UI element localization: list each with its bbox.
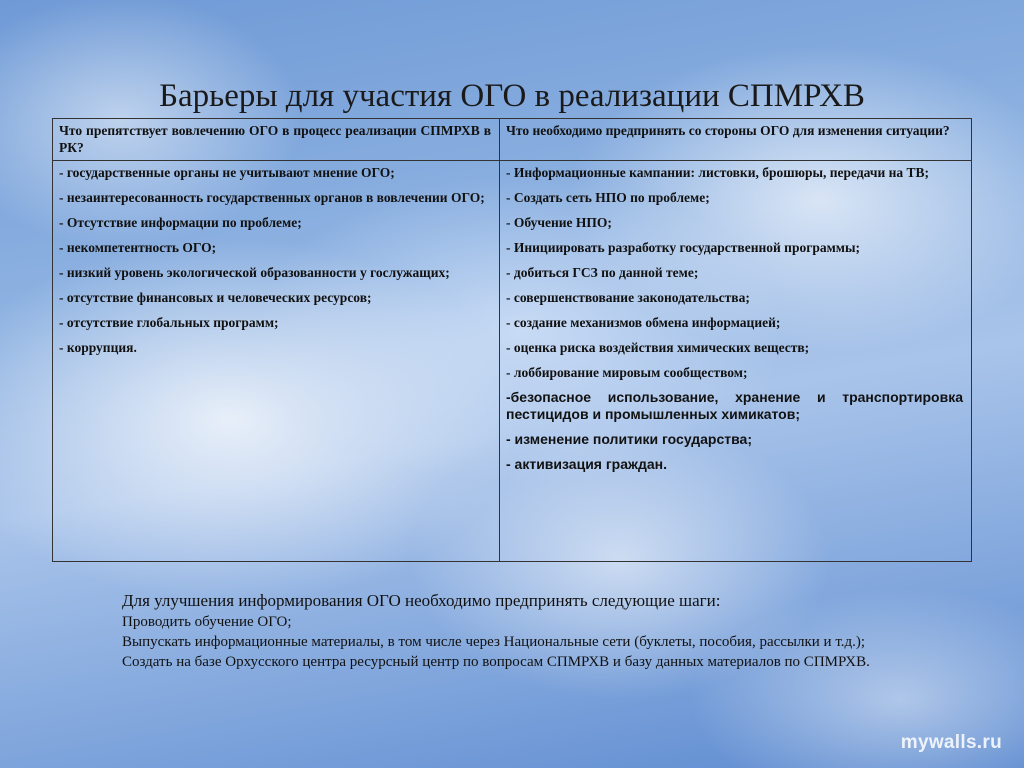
list-item: - отсутствие глобальных программ; <box>59 315 279 330</box>
list-item: - низкий уровень экологической образованности у гослужащих; <box>59 265 450 280</box>
list-item: -безопасное использование, хранение и транспортировка пестицидов и промышленных химикатов; <box>506 389 963 422</box>
list-item: - оценка риска воздействия химических веществ; <box>506 340 810 355</box>
table-header-actions <box>500 119 971 161</box>
list-item: - отсутствие финансовых и человеческих ресурсов; <box>59 290 372 305</box>
list-item: - Отсутствие информации по проблеме; <box>59 215 302 230</box>
barriers-table <box>52 118 972 562</box>
slide-title: Барьеры для участия ОГО в реализации СПМРХВ <box>159 78 865 114</box>
list-item: - изменение политики государства; <box>506 431 752 447</box>
barriers-list <box>53 161 500 561</box>
list-item: - лоббирование мировым сообществом; <box>506 365 748 380</box>
header-text: Что необходимо предпринять со стороны ОГО для изменения ситуации? <box>506 123 950 138</box>
watermark-logo: mywalls.ru <box>900 732 1002 753</box>
actions-list <box>500 161 971 561</box>
list-item: - добиться ГСЗ по данной теме; <box>506 265 699 280</box>
list-item: - Инициировать разработку государственной программы; <box>506 240 861 255</box>
list-item: - совершенствование законодательства; <box>506 290 750 305</box>
header-text: Что препятствует вовлечению ОГО в процесс реализации СПМРХВ в РК? <box>59 123 491 155</box>
list-item: - некомпетентность ОГО; <box>59 240 217 255</box>
steps-block <box>122 590 902 672</box>
list-item: - коррупция. <box>59 340 137 355</box>
list-item: - создание механизмов обмена информацией; <box>506 315 781 330</box>
step-item: Создать на базе Орхусского центра ресурсный центр по вопросам СПМРХВ и базу данных материалов по СПМРХВ. <box>122 654 870 670</box>
step-item: Проводить обучение ОГО; <box>122 614 292 630</box>
list-item: - государственные органы не учитывают мнение ОГО; <box>59 165 395 180</box>
list-item: - Обучение НПО; <box>506 215 612 230</box>
list-item: - незаинтересованность государственных органов в вовлечении ОГО; <box>59 190 485 205</box>
steps-lead: Для улучшения информирования ОГО необходимо предпринять следующие шаги: <box>122 591 721 610</box>
step-item: Выпускать информационные материалы, в том числе через Национальные сети (буклеты, пособия, рассылки и т.д.); <box>122 634 866 650</box>
table-header-barriers <box>53 119 500 161</box>
list-item: - активизация граждан. <box>506 456 667 472</box>
list-item: - Информационные кампании: листовки, брошюры, передачи на ТВ; <box>506 165 930 180</box>
list-item: - Создать сеть НПО по проблеме; <box>506 190 710 205</box>
